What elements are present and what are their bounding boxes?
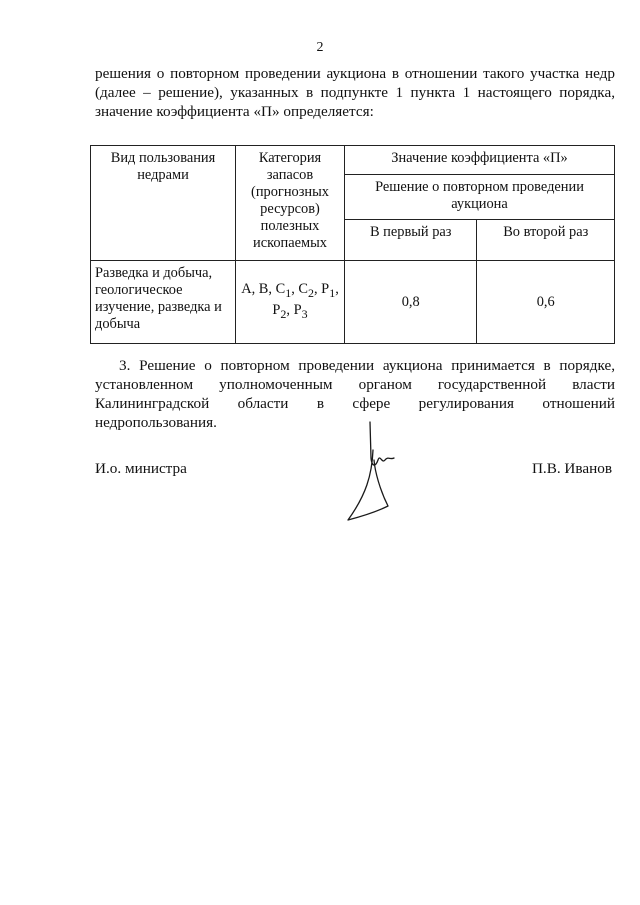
header-repeat-decision: Решение о повторном проведении аукциона: [345, 175, 615, 220]
cell-reserve-category: A, B, $C_1$, $C_2$, $P_1$, $P_2$, $P_3$: [236, 261, 345, 344]
table-row: [91, 261, 615, 344]
header-coefficient-value: Значение коэффициента «П»: [345, 146, 615, 175]
cell-usage-type: Разведка и добыча, геологическое изучение, разведка и добыча: [91, 261, 236, 344]
cell-second-time-value: 0,6: [477, 261, 615, 344]
table-header-row: [91, 146, 615, 175]
paragraph-3: 3. Решение о повторном проведении аукциона принимается в порядке, установленном уполномоченным органом государственной власти Калининградской области в сфере регулирования отношений недропользования.: [95, 357, 615, 431]
cell-first-time-value: 0,8: [345, 261, 477, 344]
header-usage-type: Вид пользования недрами: [91, 146, 236, 261]
handwritten-signature: [328, 420, 418, 530]
header-first-time: В первый раз: [345, 220, 477, 261]
intro-paragraph: решения о повторном проведении аукциона в отношении такого участка недр (далее – решение), указанных в подпункте 1 пункта 1 настоящего порядка, значение коэффициента «П» определяется:: [95, 65, 615, 120]
coefficient-table: [90, 145, 615, 344]
page-number: 2: [316, 40, 324, 55]
header-second-time: Во второй раз: [477, 220, 615, 261]
signatory-name: П.В. Иванов: [531, 460, 612, 477]
header-reserve-category: Категория запасов (прогнозных ресурсов) полезных ископаемых: [236, 146, 345, 261]
signatory-role: И.о. министра: [95, 460, 187, 477]
